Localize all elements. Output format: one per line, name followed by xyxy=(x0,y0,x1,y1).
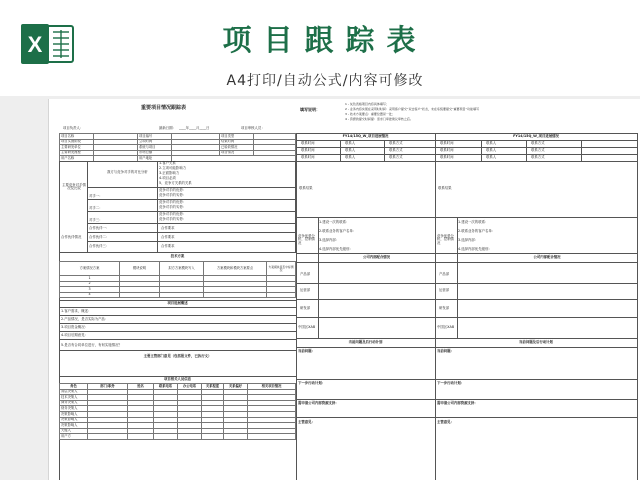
grid-cell: 联系方式 xyxy=(531,148,545,152)
analysis-item: 2.立项可能影响力 xyxy=(159,166,186,170)
header-cell: 办公电话 xyxy=(178,384,202,390)
rival-item: 竞争对手的劣势： xyxy=(159,205,187,209)
header-cell: 方案模块和模块方案要点 xyxy=(204,262,267,276)
contact-item: 1.建设一次的联系： xyxy=(319,220,350,224)
analysis-label: 我方与竞争对手的对比分析 xyxy=(107,170,148,174)
grid-cell: 联系方式 xyxy=(531,155,545,159)
staff-section-title: 项目相关人员信息 xyxy=(163,377,192,381)
rival-item: 竞争对手的优势： xyxy=(159,212,187,216)
input-cell[interactable] xyxy=(88,434,128,440)
role-cell: 技术决策人 xyxy=(60,395,88,401)
spreadsheet-preview xyxy=(0,96,640,480)
role-cell: 财务决策人 xyxy=(60,406,88,412)
role-cell: 用户方 xyxy=(60,434,88,440)
grid-cell: 联系时间 xyxy=(301,155,315,159)
role-cell: 关键人 xyxy=(60,428,88,434)
company-label: 公司内部配合情况 xyxy=(533,255,561,259)
resource-label: 需申请公司内部资源支持： xyxy=(437,401,478,405)
input-cell[interactable] xyxy=(204,292,267,298)
rival-item: 竞争对手的优势： xyxy=(159,200,187,204)
input-cell[interactable] xyxy=(120,292,160,298)
grid-cell: 联系人 xyxy=(345,148,356,152)
cell: 项目类型 xyxy=(220,134,254,140)
form-paper xyxy=(48,99,640,480)
header-cell: 模块说明 xyxy=(120,262,160,276)
header-cell: 方案模块是否中标情况 xyxy=(267,262,296,276)
contact-item: 1.建设一次的联系： xyxy=(458,220,489,224)
issue-label: 当前问题： xyxy=(298,349,315,353)
excel-icon xyxy=(17,20,77,68)
cell: 主要研发流程 xyxy=(60,150,94,156)
progress-item: 5.是否有合同单位进行，有何实施情况？ xyxy=(61,343,122,347)
dept-label: 产品部 xyxy=(300,272,311,276)
fill-note: 1 - 灰色表格项目内容具体填写； xyxy=(345,102,389,106)
contact-item: 2.联系业务的客户名单： xyxy=(458,229,496,233)
grid-cell: 联系人 xyxy=(486,155,497,159)
cell: 市场总额 xyxy=(138,150,172,156)
rival-label: 对手二： xyxy=(89,206,103,210)
grid-cell: 联系时间 xyxy=(440,148,454,152)
grid-cell: 联系时间 xyxy=(301,141,315,145)
analysis-item: 1.客户关系 xyxy=(159,161,176,165)
issue-label: 当前问题： xyxy=(437,349,454,353)
cell: 主要研发单位 xyxy=(60,145,94,151)
need-label: 合作要求 xyxy=(161,244,175,248)
key-issue: 主要主管部门意见（包括报文件，已执行文） xyxy=(143,354,212,358)
owner-label: 主管意见： xyxy=(298,420,315,424)
progress-item: 2.产品情况，是否实际为产品： xyxy=(61,317,109,321)
dept-label: 中国区XAB xyxy=(437,325,455,329)
date-label: 最新日期： xyxy=(159,126,176,130)
dept-label: 中国区XAB xyxy=(298,325,316,329)
banner xyxy=(0,0,640,96)
resource-label: 需申请公司内部资源支持： xyxy=(298,401,339,405)
rival-item: 竞争对手的劣势： xyxy=(159,217,187,221)
cooperation-label: 合作伙伴情况 xyxy=(61,235,82,239)
dept-label: 研发部 xyxy=(300,306,311,310)
analysis-item: 3.正面影响力 xyxy=(159,171,180,175)
cell: 结束时间 xyxy=(220,139,254,145)
cell: 用户地址 xyxy=(138,156,172,162)
rival-item: 竞争对手的劣势： xyxy=(159,193,187,197)
cell: 用户名称 xyxy=(60,156,94,162)
header-cell: 角色 xyxy=(60,384,88,390)
grid-cell: 联系人 xyxy=(345,141,356,145)
grid-cell: 联系方式 xyxy=(389,155,403,159)
row-number: 2 xyxy=(60,281,120,287)
header-cell: 关系程度 xyxy=(202,384,224,390)
competition-label: 主要竞争对手情况及比较 xyxy=(62,183,86,191)
grid-cell: 联系人 xyxy=(486,148,497,152)
row-number: 3 xyxy=(60,287,120,293)
role-cell: 高层决策人 xyxy=(60,389,88,395)
dept-label: 研发部 xyxy=(439,306,450,310)
rival-item: 竞争对手的优势： xyxy=(159,188,187,192)
grid-cell: 联系方式 xyxy=(389,141,403,145)
fill-note-label: 填写说明： xyxy=(300,107,320,112)
grid-cell: 联系时间 xyxy=(440,141,454,145)
input-cell[interactable] xyxy=(128,434,154,440)
dept-label: 运营部 xyxy=(300,288,311,292)
staff-table xyxy=(59,383,296,440)
progress-item: 4.项目后期意见： xyxy=(61,333,88,337)
grid-cell: 联系人 xyxy=(345,155,356,159)
header-cell: 拟方方案模块写入 xyxy=(160,262,204,276)
result-label: 联系结果 xyxy=(438,186,452,190)
svg-text:X: X xyxy=(27,32,43,57)
input-cell[interactable] xyxy=(202,434,224,440)
progress-item: 1.客户需求，概述： xyxy=(61,309,92,313)
tech-section-title: 技术方案 xyxy=(170,254,185,258)
issue-header: 当前问题及后行动计划 xyxy=(519,340,553,344)
header-cell: 关系偏好 xyxy=(224,384,248,390)
reviewer-label: 项目审核人员： xyxy=(241,126,265,130)
contact-item: 4.选择内部优先级别： xyxy=(458,247,492,251)
cell: 项目名称 xyxy=(60,134,94,140)
rival-label: 对手一： xyxy=(89,194,103,198)
fill-note: 4 - 资源的提交时间提：需求门审批建议审核之后。 xyxy=(345,117,413,121)
cell: 项目情况 xyxy=(220,150,254,156)
input-cell[interactable] xyxy=(154,434,178,440)
company-label: 公司内部配合情况 xyxy=(362,255,391,259)
cell: 项目实施阶段 xyxy=(60,139,94,145)
input-cell[interactable] xyxy=(248,434,296,440)
cell: 立项时间 xyxy=(138,139,172,145)
dept-label: 产品部 xyxy=(439,272,450,276)
analysis-item: 4.项目必须 xyxy=(159,176,176,180)
page-title: 项目跟踪表 xyxy=(222,23,428,57)
dept-label: 运营部 xyxy=(439,288,450,292)
row-number: 4 xyxy=(60,292,120,298)
role-cell: 商务决策人 xyxy=(60,400,88,406)
header-cell: 相关项目情况 xyxy=(248,384,296,390)
partner-label: 合作伙伴二： xyxy=(89,235,110,239)
panel-title: FY14/15Q_W_项目进展情况 xyxy=(342,134,389,138)
role-cell: 决策影响人 xyxy=(60,411,88,417)
analysis-item: 5、竞争方关系的关系 xyxy=(159,181,192,185)
grid-cell: 联系时间 xyxy=(440,155,454,159)
cell: 项目编号 xyxy=(138,134,172,140)
progress-item: 3.项目资金概况： xyxy=(61,325,88,329)
fill-note: 2 - 业务内容实现在采用时时间：采用客户提交“双击客户”状态，未在系统要提交“重要项目”功能填写 xyxy=(345,107,480,111)
progress-section-title: 项目进展概述 xyxy=(167,301,188,305)
header-cell: 联系电话 xyxy=(154,384,178,390)
owner-label: 主管意见： xyxy=(437,420,454,424)
date-field[interactable]: ____年____月____日 xyxy=(179,126,210,130)
header-cell: 方案情况方案 xyxy=(60,262,120,276)
header-cell: 部门/职务 xyxy=(88,384,128,390)
page-subtitle: A4打印/自动公式/内容可修改 xyxy=(226,73,424,89)
next-label: 下一步行动计划： xyxy=(437,381,465,385)
rival-label: 对手三： xyxy=(89,218,103,222)
cell: 已验收情况 xyxy=(220,145,254,151)
decision-label: 竞争优势分析，控制情况 xyxy=(298,234,315,245)
panel-title: FY14/15Q_W_项目进展情况 xyxy=(513,134,559,138)
issue-header: 当前问题及后行动计划 xyxy=(348,340,383,344)
grid-cell: 联系时间 xyxy=(301,148,315,152)
cell: 系统与项目 xyxy=(138,145,172,151)
partner-label: 合作伙伴一： xyxy=(89,226,110,230)
result-label: 联系结果 xyxy=(299,186,313,190)
basic-info-table xyxy=(59,133,296,162)
applicant-label: 项目负责人： xyxy=(63,126,84,130)
decision-label: 竞争优势分析，控制情况 xyxy=(437,234,454,245)
fill-note: 3 - 技术方案要点：重要位置是一处； xyxy=(345,112,395,116)
role-cell: 决策影响人 xyxy=(60,423,88,429)
need-label: 合作要求 xyxy=(161,226,175,230)
tech-table xyxy=(59,261,296,298)
grid-cell: 联系方式 xyxy=(531,141,545,145)
partner-label: 合作伙伴三： xyxy=(89,244,110,248)
input-cell[interactable] xyxy=(178,434,202,440)
role-cell: 决策影响人 xyxy=(60,417,88,423)
contact-item: 3.选择内部： xyxy=(319,238,340,242)
contact-item: 3.选择内部： xyxy=(458,238,479,242)
input-cell[interactable] xyxy=(160,292,204,298)
grid-cell: 联系人 xyxy=(486,141,497,145)
contact-item: 2.联系业务的客户名单： xyxy=(319,229,357,233)
next-label: 下一步行动计划： xyxy=(298,381,326,385)
input-cell[interactable] xyxy=(224,434,248,440)
grid-cell: 联系方式 xyxy=(389,148,403,152)
row-number: 1 xyxy=(60,276,120,282)
form-title: 重要项目情况跟踪表 xyxy=(141,105,187,111)
contact-item: 4.选择内部优先级别： xyxy=(319,247,353,251)
input-cell[interactable] xyxy=(267,292,296,298)
header-cell: 姓名 xyxy=(128,384,154,390)
need-label: 合作要求 xyxy=(161,235,175,239)
